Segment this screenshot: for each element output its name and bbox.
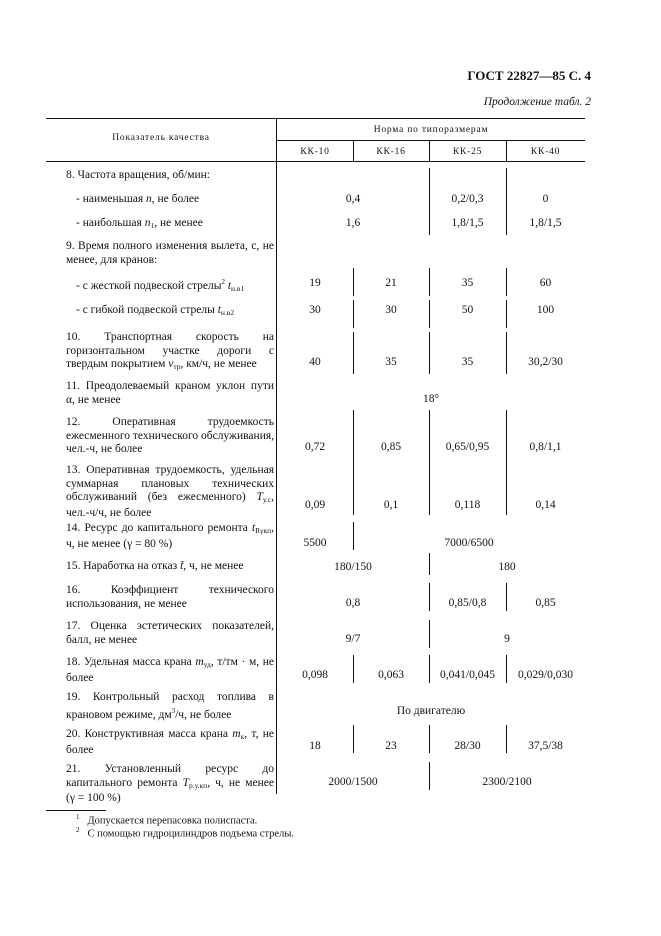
cell-value: 0,09 bbox=[304, 499, 326, 511]
cell-value: 35 bbox=[461, 356, 474, 368]
cell-value: 28/30 bbox=[454, 740, 481, 752]
row-12-label: 12. Оперативная трудоемкость ежесменного технического обслуживания, чел.-ч, не более bbox=[66, 416, 275, 455]
cell-value: 0,85/0,8 bbox=[448, 597, 487, 609]
footnote-rule bbox=[46, 810, 106, 811]
header-size-kk40: КК-40 bbox=[530, 147, 561, 157]
cell-value: 2300/2100 bbox=[482, 776, 532, 788]
page-header: ГОСТ 22827—85 С. 4 bbox=[467, 68, 591, 83]
cell-value: 0,063 bbox=[378, 669, 404, 681]
header-size-kk16: КК-16 bbox=[376, 147, 406, 157]
cell-value: 30 bbox=[385, 304, 397, 316]
cell-value: 0,029/0,030 bbox=[518, 669, 573, 681]
cell-value: 5500 bbox=[303, 537, 327, 549]
row-18-label: 18. Удельная масса крана mуд, т/тм · м, не более bbox=[66, 656, 274, 684]
cell-value: 180 bbox=[498, 561, 516, 573]
cell-value: 35 bbox=[461, 277, 474, 289]
norm-header-rule bbox=[277, 140, 585, 141]
cell-value: 180/150 bbox=[334, 561, 372, 573]
cell-value: 9 bbox=[504, 633, 510, 645]
cell-value: 0,85 bbox=[380, 441, 402, 453]
row-8-label: 8. Частота вращения, об/мин: bbox=[66, 169, 210, 181]
row-9-flexible-label: - с гибкой подвеской стрелы tн.в2 bbox=[76, 304, 235, 317]
cell-value: 0,8 bbox=[345, 597, 361, 609]
cell-value: 2000/1500 bbox=[328, 776, 378, 788]
row-10-label: 10. Транспортная скорость на горизонтальном участке дороги с твердым покрытием vтр, км/ч, не менее bbox=[66, 331, 274, 371]
cell-value: 100 bbox=[536, 304, 555, 316]
cell-value: 0,8/1,1 bbox=[529, 441, 562, 453]
cell-value: 0,65/0,95 bbox=[445, 441, 490, 453]
row-19-label: 19. Контрольный расход топлива в крановом режиме, $дм^3/ч$, не более bbox=[66, 691, 274, 721]
footnote-2: $^2$ С помощью гидроцилиндров подъема стрелы. bbox=[76, 826, 295, 840]
cell-value: 1,8/1,5 bbox=[529, 217, 562, 229]
header-bottom-rule bbox=[46, 161, 585, 162]
cell-value: 23 bbox=[385, 740, 397, 752]
row-20-label: 20. Конструктивная масса крана mк, т, не более bbox=[66, 728, 275, 756]
cell-value: 19 bbox=[309, 277, 321, 289]
cell-value: 0,041/0,045 bbox=[440, 669, 495, 681]
header-indicator: Показатель качества bbox=[112, 133, 210, 143]
footnote-1: $^1$ Допускается перепасовка полиспаста. bbox=[76, 813, 258, 827]
cell-value: 35 bbox=[385, 356, 397, 368]
cell-value: 0,1 bbox=[383, 499, 399, 511]
cell-value: 40 bbox=[309, 356, 321, 368]
cell-value: 18 bbox=[309, 740, 321, 752]
cell-value: 60 bbox=[539, 277, 552, 289]
row-14-label: 14. Ресурс до капитального ремонта tRγкп, ч, не менее (γ = 80 %) bbox=[66, 522, 274, 550]
row-16-label: 16. Коэффициент технического использования, не менее bbox=[66, 584, 274, 610]
cell-value: 7000/6500 bbox=[444, 537, 494, 549]
cell-value: 30,2/30 bbox=[528, 356, 563, 368]
cell-value: 0,72 bbox=[304, 441, 326, 453]
row-8-max-label: - наибольшая n1, не менее bbox=[76, 217, 203, 230]
row-21-label: 21. Установленный ресурс до капитального ремонта Tр.у.кп, ч, не менее (γ = 100 %) bbox=[66, 763, 274, 804]
cell-value: 21 bbox=[385, 277, 397, 289]
table-top-rule bbox=[46, 118, 585, 119]
header-size-kk10: КК-10 bbox=[300, 147, 330, 157]
row-17-label: 17. Оценка эстетических показателей, балл, не менее bbox=[66, 620, 274, 646]
cell-value: 9/7 bbox=[345, 633, 361, 645]
cell-value: 0,4 bbox=[345, 193, 361, 205]
cell-value: 0,2/0,3 bbox=[451, 193, 484, 205]
cell-value: 0,14 bbox=[535, 499, 556, 511]
cell-value: 18° bbox=[422, 393, 440, 405]
cell-value: 0,118 bbox=[454, 499, 481, 511]
cell-value: 50 bbox=[461, 304, 474, 316]
row-11-label: 11. Преодолеваемый краном уклон пути α, не менее bbox=[66, 380, 274, 406]
row-9-label: 9. Время полного изменения вылета, с, не менее, для кранов: bbox=[66, 240, 274, 266]
row-15-label: 15. Наработка на отказ t̄, ч, не менее bbox=[66, 560, 244, 572]
row-8-min-label: - наименьшая n, не более bbox=[76, 193, 200, 205]
header-size-kk25: КК-25 bbox=[452, 147, 483, 157]
cell-value: 0,85 bbox=[535, 597, 556, 609]
row-13-label: 13. Оперативная трудоемкость, удельная суммарная плановых технических обслуживаний (без ежесменного) Tу.с, чел.-ч/ч, не более bbox=[66, 464, 274, 519]
cell-value: 30 bbox=[309, 304, 321, 316]
cell-value: 0 bbox=[542, 193, 549, 205]
cell-value: По двигателю bbox=[396, 705, 466, 717]
cell-value: 1,8/1,5 bbox=[451, 217, 484, 229]
cell-value: 37,5/38 bbox=[528, 740, 563, 752]
header-norm: Норма по типоразмерам bbox=[373, 125, 489, 135]
cell-value: 0,098 bbox=[302, 669, 328, 681]
cell-value: 1,6 bbox=[345, 217, 361, 229]
row-9-rigid-label: - с жесткой подвеской стрелы$^2$ tн.в1 bbox=[76, 278, 245, 293]
table-continuation-note: Продолжение табл. 2 bbox=[483, 96, 591, 108]
